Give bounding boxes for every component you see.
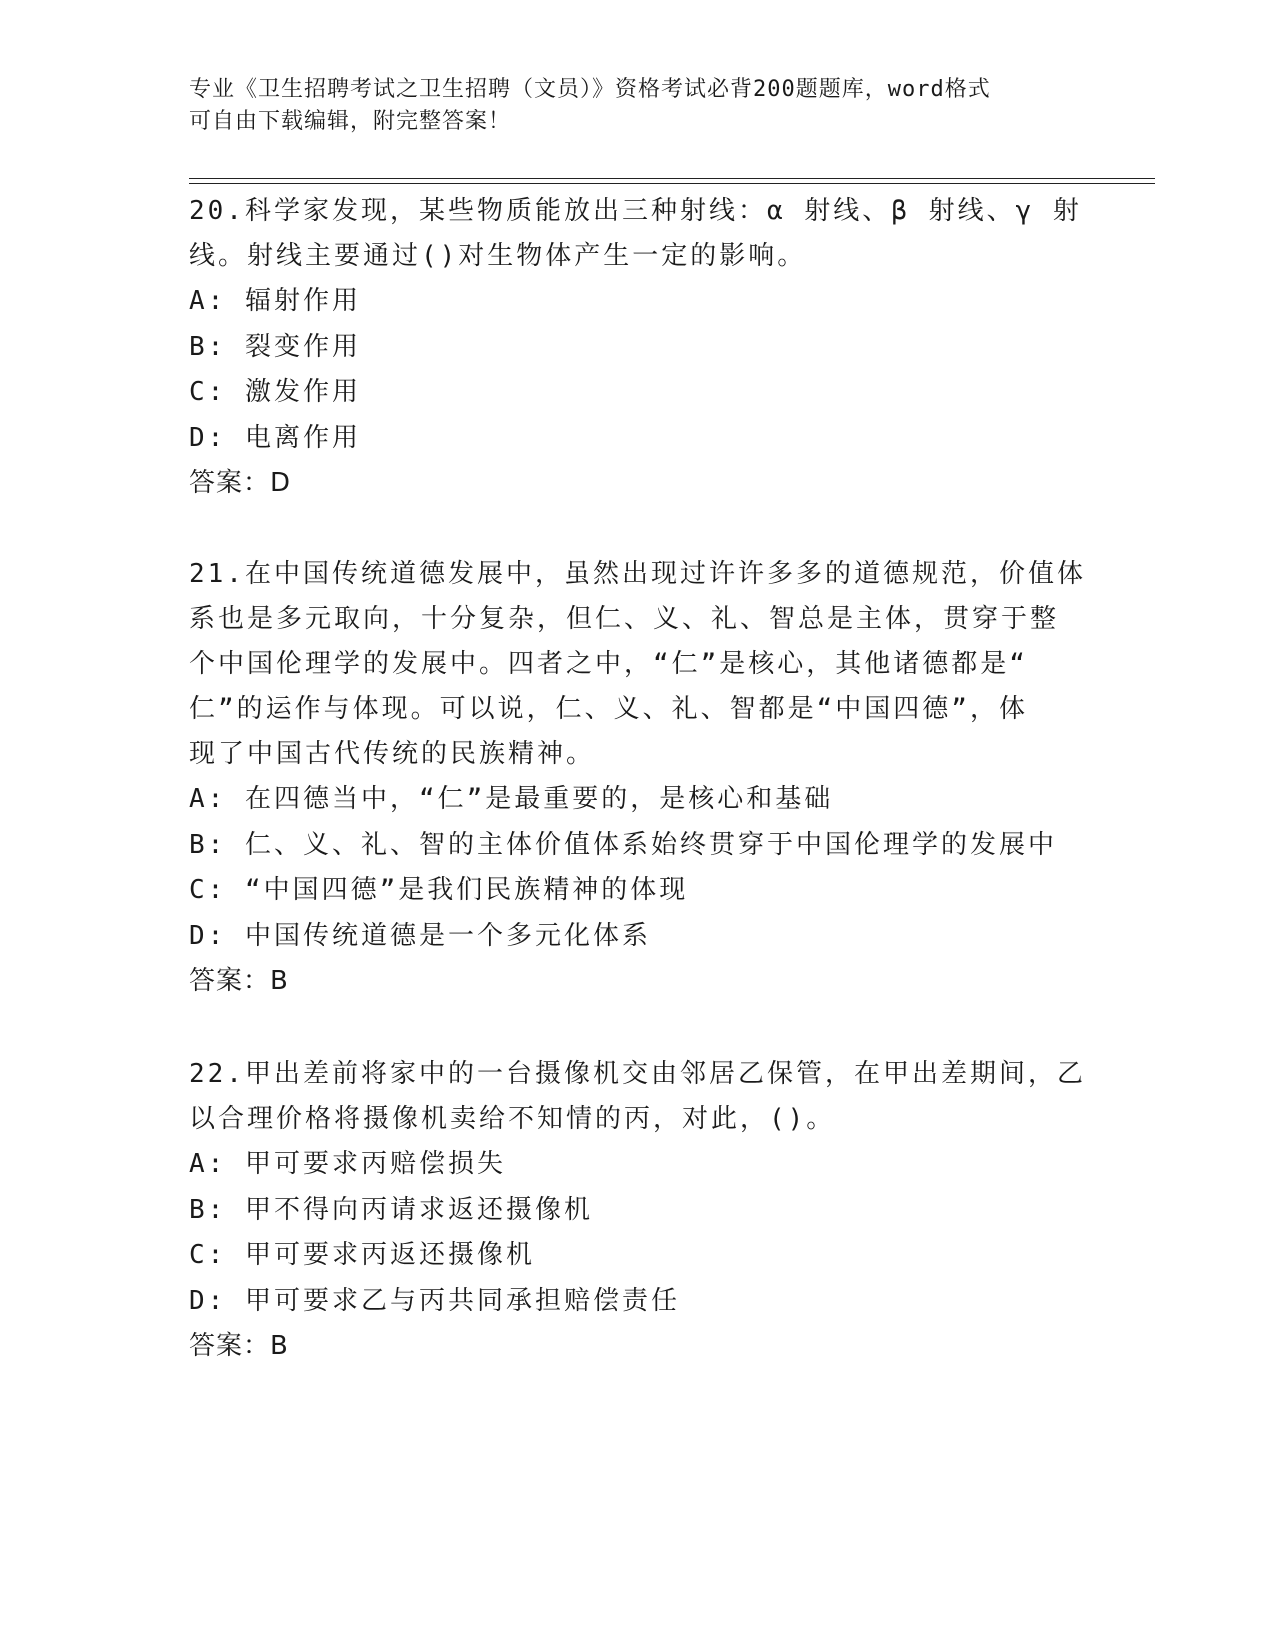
question-text-line: 仁”的运作与体现。可以说，仁、义、礼、智都是“中国四德”，体 xyxy=(189,694,1028,724)
question-text-line: 系也是多元取向，十分复杂，但仁、义、礼、智总是主体，贯穿于整 xyxy=(189,604,1060,634)
header-line-2: 可自由下载编辑，附完整答案！ xyxy=(189,109,512,134)
question-text-line: 以合理价格将摄像机卖给不知情的丙，对此，()。 xyxy=(189,1104,836,1134)
question-text-line: 个中国伦理学的发展中。四者之中，“仁”是核心，其他诸德都是“ xyxy=(189,649,1028,679)
question-20 xyxy=(189,189,1082,506)
option-d: D: 电离作用 xyxy=(189,422,361,453)
header-divider-top xyxy=(189,178,1155,179)
question-text-line: 现了中国古代传统的民族精神。 xyxy=(189,739,596,769)
header-divider-bottom xyxy=(189,183,1155,184)
option-d: D: 中国传统道德是一个多元化体系 xyxy=(189,920,651,951)
option-a: A: 在四德当中，“仁”是最重要的，是核心和基础 xyxy=(189,784,834,814)
question-text-line: 22.甲出差前将家中的一台摄像机交由邻居乙保管，在甲出差期间，乙 xyxy=(189,1059,1086,1089)
document-header xyxy=(189,74,1069,138)
question-21 xyxy=(189,552,1086,1004)
option-b: B: 裂变作用 xyxy=(189,331,361,362)
answer-line: 答案：D xyxy=(189,468,292,498)
question-text-line: 20.科学家发现，某些物质能放出三种射线：α 射线、β 射线、γ 射 xyxy=(189,196,1082,226)
option-c: C: 甲可要求丙返还摄像机 xyxy=(189,1240,535,1270)
question-text-line: 21.在中国传统道德发展中，虽然出现过许许多多的道德规范，价值体 xyxy=(189,559,1086,589)
question-text-line: 线。射线主要通过()对生物体产生一定的影响。 xyxy=(189,241,807,271)
option-b: B: 仁、义、礼、智的主体价值体系始终贯穿于中国伦理学的发展中 xyxy=(189,829,1057,860)
option-c: C: 激发作用 xyxy=(189,377,361,407)
option-a: A: 辐射作用 xyxy=(189,286,361,316)
option-b: B: 甲不得向丙请求返还摄像机 xyxy=(189,1194,593,1225)
option-c: C: “中国四德”是我们民族精神的体现 xyxy=(189,875,689,905)
option-d: D: 甲可要求乙与丙共同承担赔偿责任 xyxy=(189,1285,680,1316)
option-a: A: 甲可要求丙赔偿损失 xyxy=(189,1149,506,1179)
header-line-1: 专业《卫生招聘考试之卫生招聘（文员）》资格考试必背200题题库，word格式 xyxy=(189,77,991,102)
question-22 xyxy=(189,1052,1086,1369)
answer-line: 答案：B xyxy=(189,1331,289,1361)
answer-line: 答案：B xyxy=(189,966,289,996)
